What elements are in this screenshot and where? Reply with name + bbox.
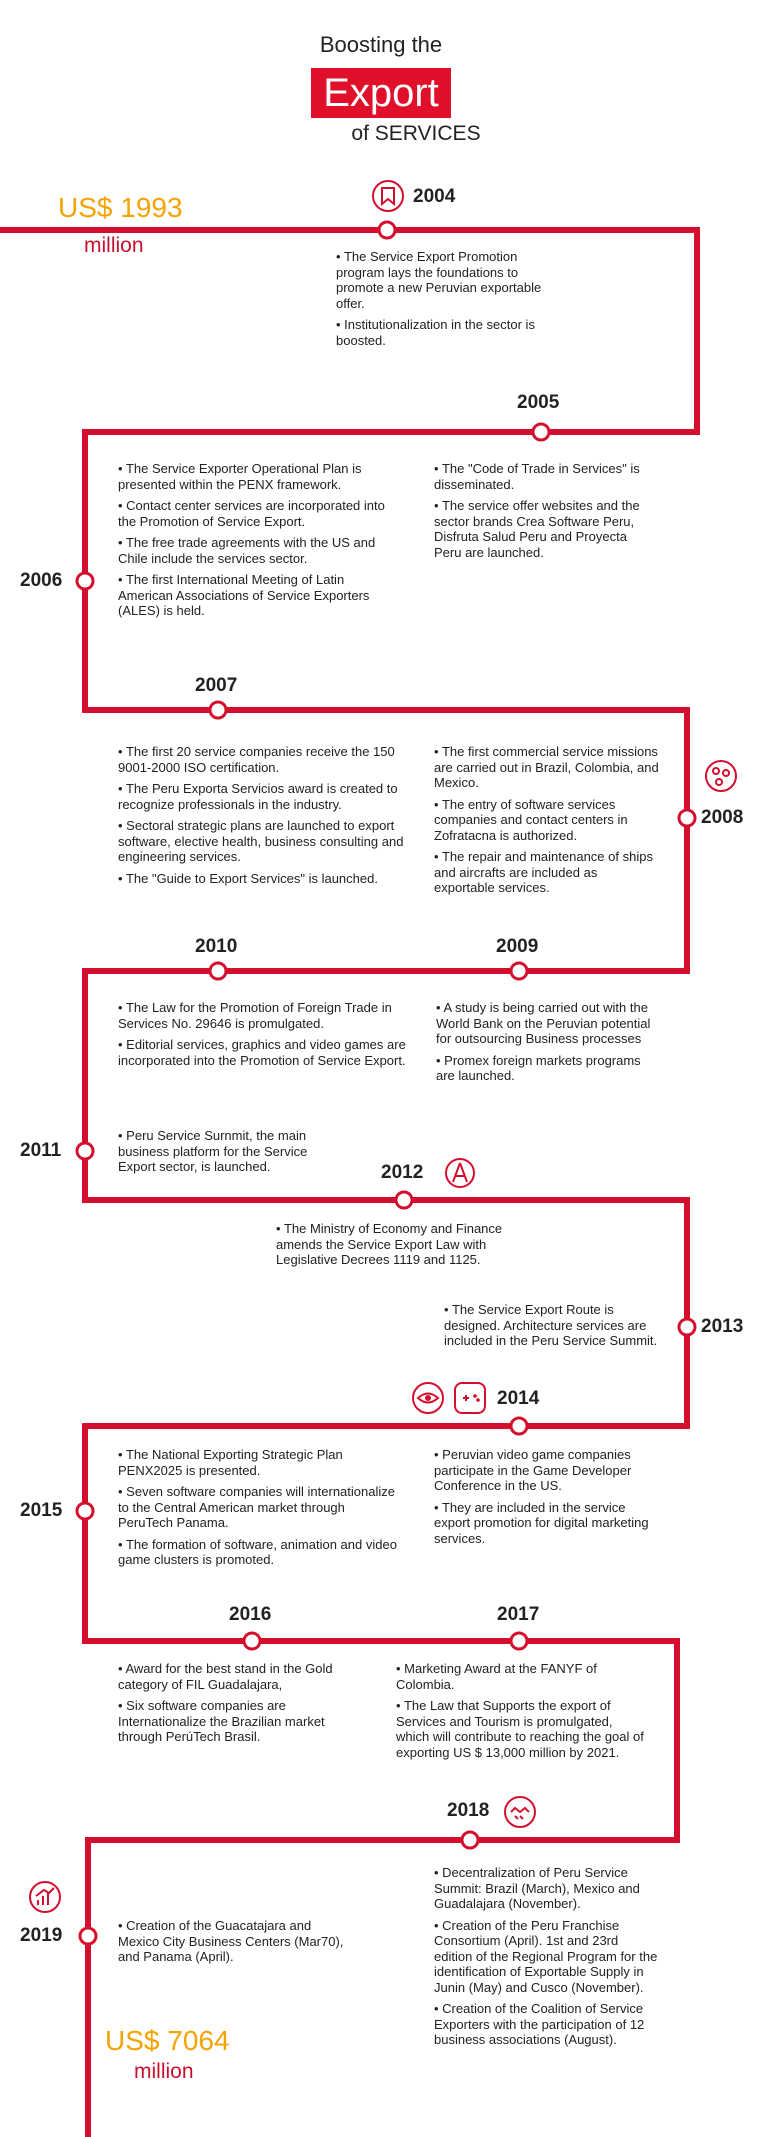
year-2015: 2015	[20, 1500, 63, 1521]
events-2010	[118, 1000, 408, 1074]
events-2006	[118, 461, 398, 625]
year-2013: 2013	[701, 1316, 744, 1337]
end-amount-value: US$ 7064	[105, 2025, 230, 2056]
event-item: • The Law that Supports the export of Services and Tourism is promulgated, which will contribute to reaching the goal of exporting US $ 13,000 million by 2021.	[396, 1698, 646, 1760]
year-2010: 2010	[195, 936, 238, 957]
node-2018	[462, 1832, 478, 1848]
node-2008	[679, 810, 695, 826]
event-item: • The "Code of Trade in Services" is disseminated.	[434, 461, 654, 492]
node-2006	[77, 573, 93, 589]
year-2005: 2005	[517, 392, 560, 413]
event-item: • The Service Export Route is designed. Architecture services are included in the Peru Service Summit.	[444, 1302, 669, 1349]
title-line-1: Boosting the	[319, 32, 443, 57]
event-item: • Award for the best stand in the Gold category of FIL Guadalajara,	[118, 1661, 353, 1692]
year-2009: 2009	[496, 936, 539, 957]
event-item: • Decentralization of Peru Service Summit: Brazil (March), Mexico and Guadalajara (November).	[434, 1865, 659, 1912]
event-item: • The Law for the Promotion of Foreign Trade in Services No. 29646 is promulgated.	[118, 1000, 408, 1031]
event-item: • Creation of the Coalition of Service Exporters with the participation of 12 business associations (August).	[434, 2001, 659, 2048]
title-line-2: Export	[311, 68, 451, 118]
node-2005	[533, 424, 549, 440]
event-item: • The first commercial service missions are carried out in Brazil, Colombia, and Mexico.	[434, 744, 659, 791]
node-2012	[396, 1192, 412, 1208]
event-item: • Six software companies are Internationalize the Brazilian market through PerúTech Brasil.	[118, 1698, 353, 1745]
event-item: • The "Guide to Export Services" is launched.	[118, 871, 408, 887]
event-item: • The repair and maintenance of ships and aircrafts are included as exportable services.	[434, 849, 659, 896]
growth-chart-icon	[28, 1880, 62, 1914]
event-item: • Creation of the Guacatajara and Mexico City Business Centers (Mar70), and Panama (April).	[118, 1918, 348, 1965]
year-2016: 2016	[229, 1604, 272, 1625]
events-2011	[118, 1128, 348, 1181]
gamepad-icon	[453, 1381, 487, 1415]
year-2006: 2006	[20, 570, 63, 591]
node-2019	[80, 1928, 96, 1944]
year-2014: 2014	[497, 1388, 540, 1409]
events-2017	[396, 1661, 646, 1766]
event-item: • Seven software companies will internationalize to the Central American market through PeruTech Panama.	[118, 1484, 398, 1531]
node-2010	[210, 963, 226, 979]
events-2007	[118, 744, 408, 892]
node-2014	[511, 1418, 527, 1434]
year-2007: 2007	[195, 675, 238, 696]
events-2012	[276, 1221, 541, 1274]
event-item: • Institutionalization in the sector is boosted.	[336, 317, 561, 348]
network-globe-icon	[704, 759, 738, 793]
events-2008	[434, 744, 659, 902]
node-2017	[511, 1633, 527, 1649]
event-item: • The National Exporting Strategic Plan PENX2025 is presented.	[118, 1447, 398, 1478]
event-item: • Contact center services are incorporated into the Promotion of Service Export.	[118, 498, 398, 529]
handshake-icon	[503, 1795, 537, 1829]
events-2005	[434, 461, 654, 566]
event-item: • The formation of software, animation and video game clusters is promoted.	[118, 1537, 398, 1568]
events-2004	[336, 249, 561, 354]
event-item: • Sectoral strategic plans are launched to export software, elective health, business consulting and engineering services.	[118, 818, 408, 865]
year-2012: 2012	[381, 1162, 424, 1183]
events-2009	[436, 1000, 656, 1090]
event-item: • Creation of the Peru Franchise Consortium (April). 1st and 23rd edition of the Regional Program for the identification of Exportable Supply in Junin (May) and Cusco (November).	[434, 1918, 659, 1996]
node-2004	[379, 222, 395, 238]
event-item: • Promex foreign markets programs are launched.	[436, 1053, 656, 1084]
year-2004: 2004	[413, 186, 456, 207]
event-item: • The Service Exporter Operational Plan is presented within the PENX framework.	[118, 461, 398, 492]
events-2015	[118, 1447, 398, 1574]
event-item: • Editorial services, graphics and video games are incorporated into the Promotion of Service Export.	[118, 1037, 408, 1068]
event-item: • The free trade agreements with the US and Chile include the services sector.	[118, 535, 398, 566]
year-2017: 2017	[497, 1604, 540, 1625]
title-line-3: of SERVICES	[351, 122, 481, 145]
events-2019	[118, 1918, 348, 1971]
node-2013	[679, 1319, 695, 1335]
compass-icon	[444, 1157, 476, 1189]
event-item: • The first 20 service companies receive the 150 9001-2000 ISO certification.	[118, 744, 408, 775]
start-amount-unit: million	[84, 234, 144, 257]
event-item: • Peru Service Surnmit, the main business platform for the Service Export sector, is launched.	[118, 1128, 348, 1175]
events-2018	[434, 1865, 659, 2054]
year-2011: 2011	[20, 1140, 62, 1161]
year-2019: 2019	[20, 1925, 63, 1946]
event-item: • The entry of software services companies and contact centers in Zofratacna is authorized.	[434, 797, 659, 844]
year-2008: 2008	[701, 807, 744, 828]
node-2009	[511, 963, 527, 979]
events-2013	[444, 1302, 669, 1355]
events-2014	[434, 1447, 664, 1552]
event-item: • A study is being carried out with the World Bank on the Peruvian potential for outsourcing Business processes	[436, 1000, 656, 1047]
node-2007	[210, 702, 226, 718]
event-item: • The Ministry of Economy and Finance amends the Service Export Law with Legislative Decrees 1119 and 1125.	[276, 1221, 541, 1268]
event-item: • They are included in the service export promotion for digital marketing services.	[434, 1500, 664, 1547]
node-2015	[77, 1503, 93, 1519]
year-2018: 2018	[447, 1800, 490, 1821]
event-item: • The service offer websites and the sector brands Crea Software Peru, Disfruta Salud Peru and Proyecta Peru are launched.	[434, 498, 654, 560]
event-item: • The first International Meeting of Latin American Associations of Service Exporters (ALES) is held.	[118, 572, 398, 619]
events-2016	[118, 1661, 353, 1751]
bookmark-icon	[371, 179, 405, 213]
node-2011	[77, 1143, 93, 1159]
node-2016	[244, 1633, 260, 1649]
end-amount-unit: million	[134, 2060, 194, 2083]
event-item: • The Service Export Promotion program lays the foundations to promote a new Peruvian exportable offer.	[336, 249, 561, 311]
start-amount-value: US$ 1993	[58, 192, 183, 223]
eye-icon	[411, 1381, 445, 1415]
event-item: • Peruvian video game companies participate in the Game Developer Conference in the US.	[434, 1447, 664, 1494]
event-item: • Marketing Award at the FANYF of Colombia.	[396, 1661, 646, 1692]
event-item: • The Peru Exporta Servicios award is created to recognize professionals in the industry.	[118, 781, 408, 812]
